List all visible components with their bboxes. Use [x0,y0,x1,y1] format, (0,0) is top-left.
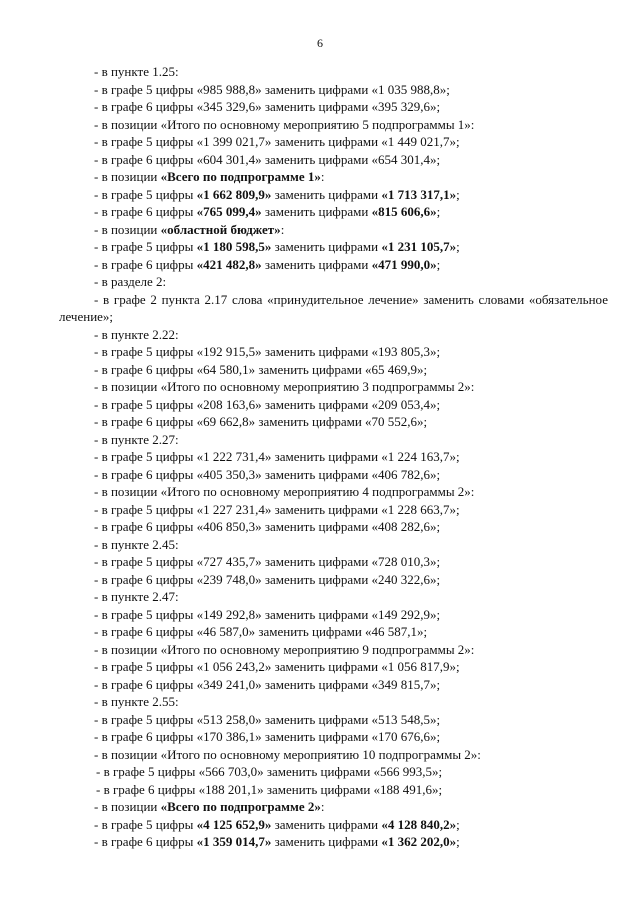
amendment-line: - в разделе 2: [94,274,167,289]
amendment-line: - в пункте 2.55: [94,694,179,709]
line-text: - в позиции [94,221,161,237]
old-value: «765 099,4» [196,204,262,219]
position-label: «Всего по подпрограмме 2» [160,799,321,814]
line-text: ; [436,256,441,272]
new-value: «1 362 202,0» [381,834,457,849]
line-text: - в графе 6 цифры [94,834,197,849]
new-value: «1 231 105,7» [381,239,457,254]
line-text: - в графе 6 цифры [94,256,197,272]
amendment-line: - в графе 6 цифры «604 301,4» заменить цифрами «654 301,4»; [94,151,441,167]
amendment-line [94,833,608,851]
position-label: «областной бюджет» [160,221,281,237]
amendment-line: - в графе 6 цифры «239 748,0» заменить цифрами «240 322,6»; [94,571,441,587]
amendment-line [94,238,608,256]
amendment-line: - в пункте 2.45: [94,536,179,552]
amendment-line: - в графе 6 цифры «188 201,1» заменить цифрами «188 491,6»; [96,781,443,797]
amendment-line: - в графе 6 цифры «170 386,1» заменить цифрами «170 676,6»; [94,729,441,744]
line-text: заменить цифрами [271,816,382,832]
amendment-line: - в графе 6 цифры «349 241,0» заменить цифрами «349 815,7»; [94,676,441,692]
amendment-line: - в графе 5 цифры «513 258,0» заменить цифрами «513 548,5»; [94,711,441,727]
amendment-line: - в графе 5 цифры «985 988,8» заменить цифрами «1 035 988,8»; [94,81,450,97]
amendment-line: - в графе 6 цифры «46 587,0» заменить цифрами «46 587,1»; [94,624,428,639]
new-value: «4 128 840,2» [381,816,457,832]
amendment-line: - в пункте 1.25: [94,64,179,79]
position-line [94,168,608,186]
amendment-line: - в графе 5 цифры «192 915,5» заменить цифрами «193 805,3»; [94,344,441,359]
new-value: «815 606,6» [371,204,437,219]
amendment-line: - в графе 5 цифры «208 163,6» заменить цифрами «209 053,4»; [94,396,441,412]
line-text: - в графе 5 цифры [94,239,197,254]
amendment-line: - в графе 6 цифры «64 580,1» заменить цифрами «65 469,9»; [94,361,428,377]
amendment-line: - в графе 5 цифры «1 056 243,2» заменить цифрами «1 056 817,9»; [94,659,460,674]
old-value: «1 180 598,5» [196,239,272,254]
position-line [94,221,608,239]
amendment-line [94,203,608,221]
amendment-line: - в графе 5 цифры «1 222 731,4» заменить цифрами «1 224 163,7»; [94,449,460,464]
line-text: ; [456,239,460,254]
amendment-line: - в графе 6 цифры «69 662,8» заменить цифрами «70 552,6»; [94,414,428,429]
line-text: ; [436,204,441,219]
amendment-line: - в графе 5 цифры «1 399 021,7» заменить цифрами «1 449 021,7»; [94,134,460,149]
position-label: «Всего по подпрограмме 1» [160,169,321,184]
amendment-line [94,816,608,834]
line-text: - в графе 6 цифры [94,204,197,219]
document-body [59,63,608,851]
line-text: - в графе 5 цифры [94,186,197,202]
line-text: заменить цифрами [261,256,372,272]
position-line [94,798,608,816]
old-value: «1 662 809,9» [196,186,272,202]
old-value: «1 359 014,7» [196,834,272,849]
amendment-line: - в графе 6 цифры «345 329,6» заменить цифрами «395 329,6»; [94,99,441,114]
line-text: ; [456,816,460,832]
amendment-line [94,256,608,274]
line-text: ; [456,186,460,202]
amendment-line: - в позиции «Итого по основному мероприятию 4 подпрограммы 2»: [94,484,475,499]
page-number: 6 [317,36,323,50]
line-text: : [280,221,285,237]
amendment-line: - в графе 6 цифры «405 350,3» заменить цифрами «406 782,6»; [94,466,441,482]
line-text: заменить цифрами [261,204,372,219]
new-value: «471 990,0» [371,256,437,272]
amendment-line: - в позиции «Итого по основному мероприятию 3 подпрограммы 2»: [94,379,475,394]
amendment-line: - в позиции «Итого по основному мероприятию 5 подпрограммы 1»: [94,116,475,132]
line-text: - в позиции [94,169,161,184]
amendment-line: - в графе 6 цифры «406 850,3» заменить цифрами «408 282,6»; [94,519,441,534]
amendment-line: - в графе 5 цифры «727 435,7» заменить цифрами «728 010,3»; [94,554,441,569]
amendment-line: - в позиции «Итого по основному мероприятию 10 подпрограммы 2»: [94,746,481,762]
amendment-line: - в позиции «Итого по основному мероприятию 9 подпрограммы 2»: [94,641,475,657]
amendment-line: - в графе 5 цифры «566 703,0» заменить цифрами «566 993,5»; [96,764,443,779]
line-text: : [320,799,325,814]
line-text: - в графе 5 цифры [94,816,197,832]
amendment-line: - в графе 5 цифры «1 227 231,4» заменить цифрами «1 228 663,7»; [94,501,460,517]
amendment-line: - в пункте 2.22: [94,326,179,342]
amendment-line: - в графе 5 цифры «149 292,8» заменить цифрами «149 292,9»; [94,606,441,622]
old-value: «421 482,8» [196,256,262,272]
line-text: заменить цифрами [271,239,382,254]
line-text: : [320,169,325,184]
amendment-paragraph: - в графе 2 пункта 2.17 слова «принудительное лечение» заменить словами «обязательное лечение»; [59,291,608,324]
line-text: заменить цифрами [271,186,382,202]
new-value: «1 713 317,1» [381,186,457,202]
amendment-line [94,186,608,204]
amendment-line: - в пункте 2.47: [94,589,179,604]
line-text: - в позиции [94,799,161,814]
amendment-line: - в пункте 2.27: [94,431,179,447]
old-value: «4 125 652,9» [196,816,272,832]
line-text: заменить цифрами [271,834,382,849]
line-text: ; [456,834,460,849]
